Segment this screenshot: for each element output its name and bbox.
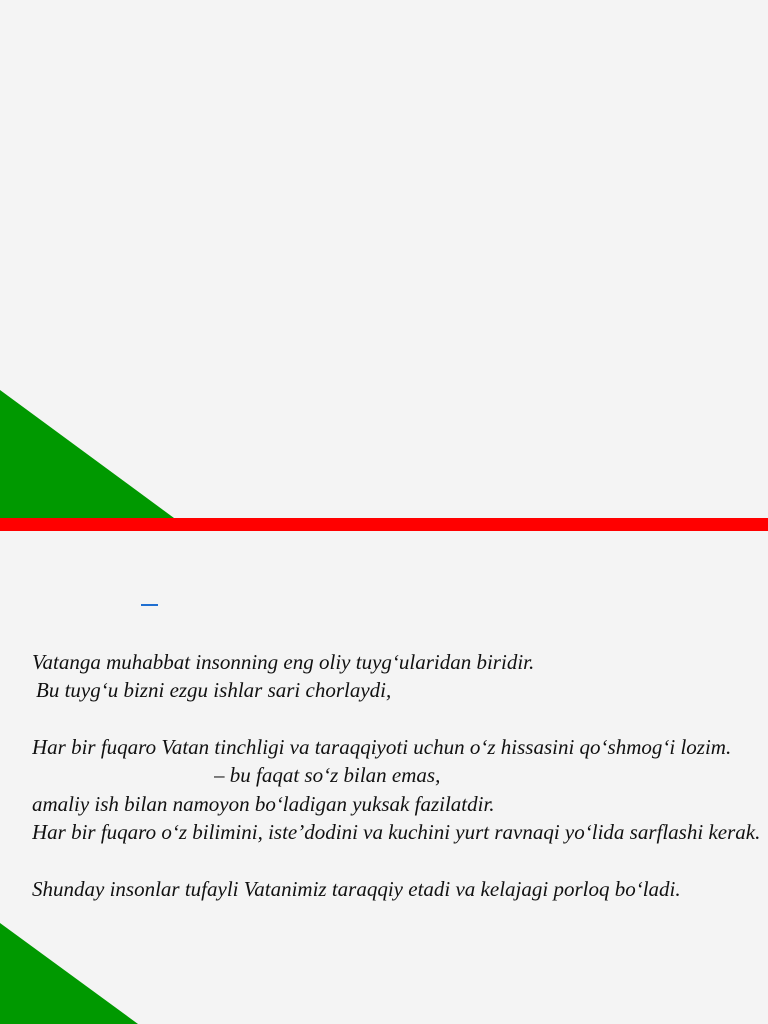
red-divider bbox=[0, 518, 768, 531]
bottom-green-triangle bbox=[0, 923, 138, 1024]
top-green-triangle bbox=[0, 390, 174, 518]
text-line-5: amaliy ish bilan namoyon bo‘ladigan yuksak fazilatdir. bbox=[32, 792, 495, 816]
text-line-4: – bu faqat so‘z bilan emas, bbox=[214, 763, 441, 787]
text-line-3: Har bir fuqaro Vatan tinchligi va taraqqiyoti uchun o‘z hissasini qo‘shmog‘i lozim. bbox=[32, 735, 732, 759]
text-line-7: Shunday insonlar tufayli Vatanimiz taraqqiy etadi va kelajagi porloq bo‘ladi. bbox=[32, 877, 681, 901]
blue-dash bbox=[141, 604, 158, 606]
text-line-1: Vatanga muhabbat insonning eng oliy tuyg‘ularidan biridir. bbox=[32, 650, 535, 674]
text-line-6: Har bir fuqaro o‘z bilimini, iste’dodini va kuchini yurt ravnaqi yo‘lida sarflashi kerak. bbox=[32, 820, 761, 844]
text-line-2: Bu tuyg‘u bizni ezgu ishlar sari chorlaydi, bbox=[36, 678, 392, 702]
